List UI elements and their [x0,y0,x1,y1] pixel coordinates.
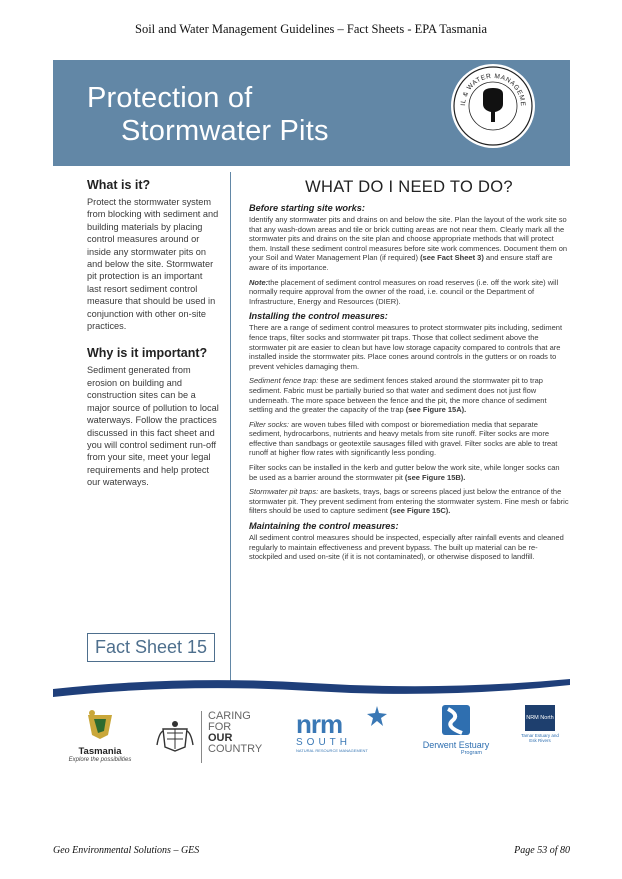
tasmania-logo: Tasmania Explore the possibilities [64,707,136,763]
coat-of-arms-icon [153,719,197,755]
before-site-works-heading: Before starting site works: [249,203,365,213]
sediment-fence-text: Sediment fence trap: these are sediment fences staked around the stormwater pit to trap sediment. Fabric must be partially buried so that water and sediment does not just flow underneath. The more space between the fence and the pit, the more chance of sediment settling and the greater the capacity of the trap (see Figure 15A). [249,376,547,415]
column-divider [230,172,231,682]
figure-15a-ref: (see Figure 15A). [405,405,467,415]
footer-left: Geo Environmental Solutions – GES [53,845,200,856]
what-is-it-heading: What is it? [87,178,151,192]
running-header: Soil and Water Management Guidelines – Fact Sheets - EPA Tasmania [135,22,487,36]
what-is-it-text: Protect the stormwater system from blocking with sediment and building materials by placing control measures around or inside any stormwater pits on and below the site. Stormwater pit protection is an important last resort sediment control measure that should be used in conjunction with other on-site practices. [87,197,219,332]
page-title-line1: Protection of [87,82,253,114]
why-important-text: Sediment generated from erosion on building and construction sites can be a major source of pollution to local waterways. Follow the practices discussed in this fact sheet and you will control sediment run-off from your site, meet your legal requirements and help protect our waterways. [87,365,219,488]
maintaining-text: All sediment control measures should be inspected, especially after rainfall events and cleaned regularly to maintain effectiveness and prevent bypass. The built up material can be re-stockpiled and used on-site (if it is not contaminated), or otherwise disposed to landfill. [249,533,564,562]
page-number: Page 53 of 80 [514,845,570,856]
installing-text: There are a range of sediment control measures to protect stormwater pits including, sediment fence traps, filter socks and stormwater pit traps. Those that collect sediment above the stormwater pit are easier to clean but have low storage capacity compared to controls that are installed inside the stormwater pits. Place cones around controls in the gutters or on roads to prevent vehicles damaging them. [249,323,563,371]
maintaining-heading: Maintaining the control measures: [249,521,399,532]
star-icon [366,705,388,727]
note-text: Note:the placement of sediment control measures on road reserves (i.e. off the work site) will normally require approval from the owner of the road, i.e. council or the Department of Infrastructure, Energy and Resources (DIER). [249,277,559,306]
partner-logos [60,705,565,765]
what-do-i-need-heading: WHAT DO I NEED TO DO? [305,178,513,196]
logo-text: IL & WATER MANAGEME [459,72,527,107]
decorative-wave [53,675,570,703]
nrm-north-logo: NRM North Tamar Estuary and Esk Rivers [518,705,562,763]
pit-traps-text: Stormwater pit traps: are baskets, trays, bags or screens placed just below the entrance of the stormwater pit. They prevent sediment from entering the stormwater system. Fine mesh or fabric filters should be used to capture sediment (see Figure 15C). [249,487,569,516]
page-title-line2: Stormwater Pits [121,115,329,147]
right-column [249,172,569,567]
caring-for-our-country-logo: CARING FOR OUR COUNTRY [201,711,288,763]
filter-socks-text: Filter socks: are woven tubes filled with compost or bioremediation media that separate sediment, hydrocarbons, nutrients and heavy metals from site runoff. Filter socks are more effective than sandbags or geotextile sausages filled with gravel. Filter socks are able to treat runoff at higher flow rates with significantly less ponding. [249,419,558,458]
river-icon [442,705,470,735]
fact-sheet-3-ref: (see Fact Sheet 3) [420,253,484,263]
left-column [87,178,219,503]
before-site-works-text: Identify any stormwater pits and drains on and below the site. Plan the layout of the work site so that any wash-down areas and tile or brick cutting areas are not near them. Clearly mark all the stormwater pits and drains on the site plan and choose appropriate methods that will protect them. Install these sediment control measures before site work commences. Document them on your Soil and Water Management Plan (if required) (see Fact Sheet 3) and ensure staff are aware of its importance. [249,215,568,272]
figure-15c-ref: (see Figure 15C). [389,506,451,516]
title-banner [53,60,570,166]
why-important-heading: Why is it important? [87,346,208,361]
figure-15b-ref: (see Figure 15B). [404,472,466,482]
filter-socks-install-text: Filter socks can be installed in the kerb and gutter below the work site, while longer socks can be used as a barrier around the stormwater pit (see Figure 15B). [249,463,560,482]
soil-water-management-logo [451,64,535,148]
installing-heading: Installing the control measures: [249,311,388,322]
fact-sheet-label: Fact Sheet 15 [87,633,215,662]
nrm-south-logo: nrm SOUTH NATURAL RESOURCE MANAGEMENT [296,711,396,763]
derwent-estuary-logo: Derwent Estuary Program [416,705,496,763]
